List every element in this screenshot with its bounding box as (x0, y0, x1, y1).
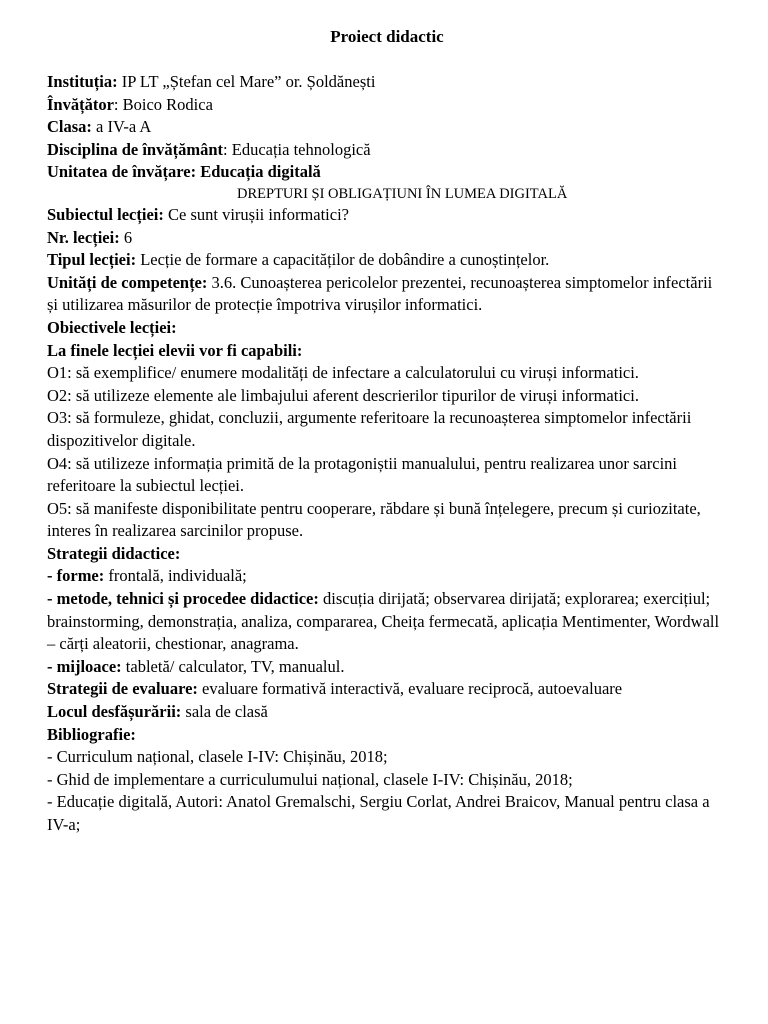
bibliografie-item: - Ghid de implementare a curriculumului național, clasele I-IV: Chișinău, 2018; (47, 769, 573, 789)
evaluare-paragraph (47, 678, 727, 701)
obiectiv-item: O1: să exemplifice/ enumere modalități de infectare a calculatorului cu viruși informatici. (47, 363, 639, 383)
evaluare-value: evaluare formativă interactivă, evaluare reciprocă, autoevaluare (197, 679, 623, 699)
subunitate-title: DREPTURI ȘI OBLIGAȚIUNI ÎN LUMEA DIGITALĂ (237, 185, 568, 202)
invatator-value: : Boico Rodica (113, 94, 213, 114)
tipul-value: Lecție de formare a capacităților de dobândire a cunoștințelor. (136, 250, 550, 270)
bibliografie-heading: Bibliografie: (47, 724, 136, 744)
nr-label: Nr. lecției: (47, 227, 120, 247)
obiective-heading: Obiectivele lecției: (47, 317, 177, 337)
institutia-line (47, 71, 727, 94)
forme-line (47, 565, 727, 588)
tipul-line (47, 249, 727, 272)
subiectul-label: Subiectul lecției: (47, 204, 164, 224)
unitatea-line (47, 161, 727, 184)
obiectiv-item: O2: să utilizeze elemente ale limbajului aferent descrierilor tipurilor de viruși informatici. (47, 385, 639, 405)
disciplina-label: Disciplina de învățământ (47, 139, 224, 159)
obiectiv-item: O5: să manifeste disponibilitate pentru cooperare, răbdare și bună înțelegere, precum și curiozitate, interes în realizarea sarcinilor propuse. (47, 498, 701, 541)
mijloace-label: - mijloace: (47, 656, 122, 676)
clasa-label: Clasa: (47, 117, 92, 137)
locul-value: sala de clasă (181, 702, 268, 722)
document-page (47, 26, 727, 837)
obiectiv-item: O3: să formuleze, ghidat, concluzii, argumente referitoare la recunoașterea simptomelor infectării dispozitivelor digitale. (47, 408, 692, 450)
obiective-subheading: La finele lecției elevii vor fi capabili: (47, 340, 303, 360)
tipul-label: Tipul lecției: (47, 250, 137, 270)
forme-value: frontală, individuală; (104, 566, 247, 586)
disciplina-value: : Educația tehnologică (223, 139, 371, 159)
evaluare-label: Strategii de evaluare: (47, 679, 198, 699)
clasa-line (47, 116, 727, 139)
metode-label: - metode, tehnici și procedee didactice: (47, 589, 319, 609)
nr-line (47, 227, 727, 250)
metode-paragraph (47, 588, 727, 656)
mijloace-value: tabletă/ calculator, TV, manualul. (121, 656, 345, 676)
nr-value: 6 (119, 227, 133, 247)
subiectul-line (47, 204, 727, 227)
unitati-value: 3.6. Cunoașterea pericolelor prezentei, recunoașterea simptomelor infectării și utilizarea măsurilor de protecție împotriva virușilor informatici. (47, 272, 713, 315)
obiectiv-item: O4: să utilizeze informația primită de la protagoniștii manualului, pentru realizarea unor sarcini referitoare la subiectul lecției. (47, 453, 677, 496)
unitati-label: Unități de competențe: (47, 272, 208, 292)
bibliografie-item: - Curriculum național, clasele I-IV: Chișinău, 2018; (47, 747, 388, 767)
forme-label: - forme: (47, 566, 105, 586)
clasa-value: a IV-a A (91, 117, 152, 137)
subiectul-value: Ce sunt virușii informatici? (163, 204, 349, 224)
institutia-value: IP LT „Ștefan cel Mare” or. Șoldănești (117, 72, 376, 91)
locul-line (47, 701, 727, 724)
locul-label: Locul desfășurării: (47, 702, 182, 722)
unitatea-label: Unitatea de învățare: Educația digitală (47, 162, 321, 182)
document-title: Proiect didactic (330, 27, 444, 46)
institutia-label: Instituția: (47, 72, 118, 91)
invatator-label: Învățător (47, 94, 114, 114)
mijloace-line (47, 656, 727, 679)
strategii-heading: Strategii didactice: (47, 543, 181, 563)
metode-value: discuția dirijată; observarea dirijată; explorarea; exercițiul; brainstorming, demonstrația, analiza, compararea, Cheița fermecată, aplicația Mentimenter, Wordwall – cărți aleatorii, chestionar, anagrama. (47, 589, 720, 654)
invatator-line (47, 94, 727, 117)
bibliografie-item: - Educație digitală, Autori: Anatol Gremalschi, Sergiu Corlat, Andrei Braicov, Manual pentru clasa a IV-a; (47, 792, 710, 834)
unitati-paragraph (47, 272, 727, 317)
disciplina-line (47, 139, 727, 162)
